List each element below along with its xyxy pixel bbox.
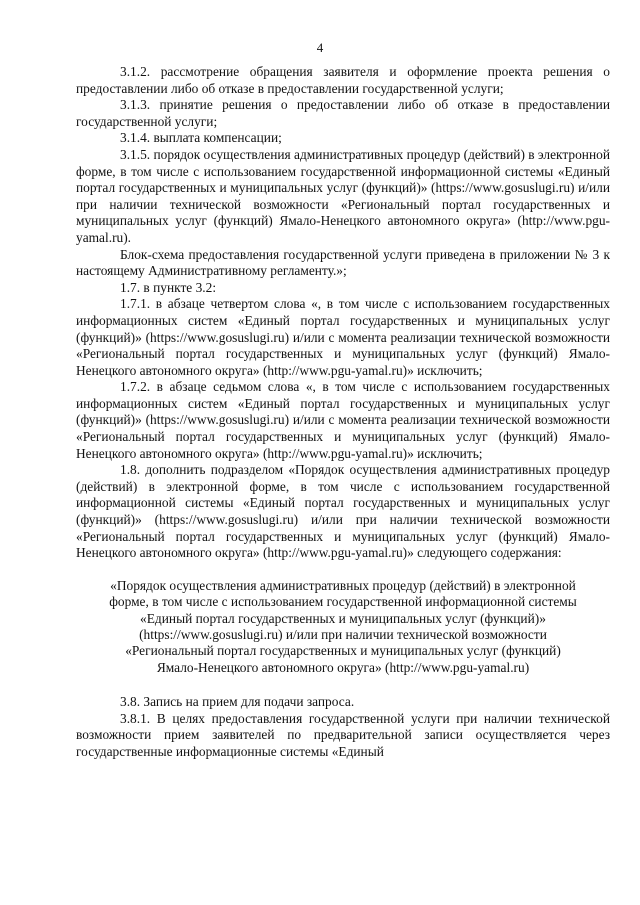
paragraph-flowchart: Блок-схема предоставления государственной услуги приведена в приложении № 3 к настоящему Административному регламенту.»;: [76, 246, 610, 279]
paragraph-1-8: 1.8. дополнить подразделом «Порядок осуществления административных процедур (действий) в электронной форме, в том числе с использованием государственной информационной системы «Единый портал государственных и муниципальных услуг (функций)» (https://www.gosuslugi.ru) и/или при наличии технической возможности «Региональный портал государственных и муниципальных услуг (функций) Ямало-Ненецкого автономного округа» (http://www.pgu-yamal.ru)» следующего содержания:: [76, 462, 610, 561]
paragraph-3-1-2: 3.1.2. рассмотрение обращения заявителя и оформление проекта решения о предоставлении либо об отказе в предоставлении государственной услуги;: [76, 64, 610, 96]
document-body: [76, 64, 610, 761]
paragraph-3-8-1: 3.8.1. В целях предоставления государственной услуги при наличии технической возможности прием заявителей по предварительной записи осуществляется через государственные информационные системы «Единый: [76, 710, 610, 760]
paragraph-3-1-3: 3.1.3. принятие решения о предоставлении либо об отказе в предоставлении государственной услуги;: [76, 97, 610, 129]
paragraph-1-7-2: 1.7.2. в абзаце седьмом слова «, в том числе с использованием государственных информационных систем «Единый портал государственных и муниципальных услуг (функций)» (https://www.gosuslugi.ru) и/или с момента реализации технической возможности «Региональный портал государственных и муниципальных услуг (функций) Ямало-Ненецкого автономного округа» (http://www.pgu-yamal.ru)» исключить;: [76, 379, 610, 461]
paragraph-3-1-4: 3.1.4. выплата компенсации;: [120, 130, 282, 146]
paragraph-1-7-1: 1.7.1. в абзаце четвертом слова «, в том числе с использованием государственных информационных систем «Единый портал государственных и муниципальных услуг (функций)» (https://www.gosuslugi.ru) и/или с момента реализации технической возможности «Региональный портал государственных и муниципальных услуг (функций) Ямало-Ненецкого автономного округа» (http://www.pgu-yamal.ru)» исключить;: [76, 296, 610, 378]
paragraph-3-1-5: 3.1.5. порядок осуществления административных процедур (действий) в электронной форме, в том числе с использованием государственной информационной системы «Единый портал государственных и муниципальных услуг (функций)» (https://www.gosuslugi.ru) и/или при наличии технической возможности «Региональный портал государственных и муниципальных услуг (функций) Ямало-Ненецкого автономного округа» (http://www.pgu-yamal.ru).: [76, 146, 610, 245]
page-number: 4: [316, 40, 324, 55]
section-heading: «Порядок осуществления административных процедур (действий) в электронной форме, в том числе с использованием государственной информационной системы «Единый портал государственных и муниципальных услуг (функций)» (https://www.gosuslugi.ru) и/или при наличии технической возможности «Региональный портал государственных и муниципальных услуг (функций) Ямало-Ненецкого автономного округа» (http://www.pgu-yamal.ru): [109, 577, 577, 675]
paragraph-1-7: 1.7. в пункте 3.2:: [120, 279, 217, 295]
paragraph-3-8: 3.8. Запись на прием для подачи запроса.: [120, 694, 355, 710]
